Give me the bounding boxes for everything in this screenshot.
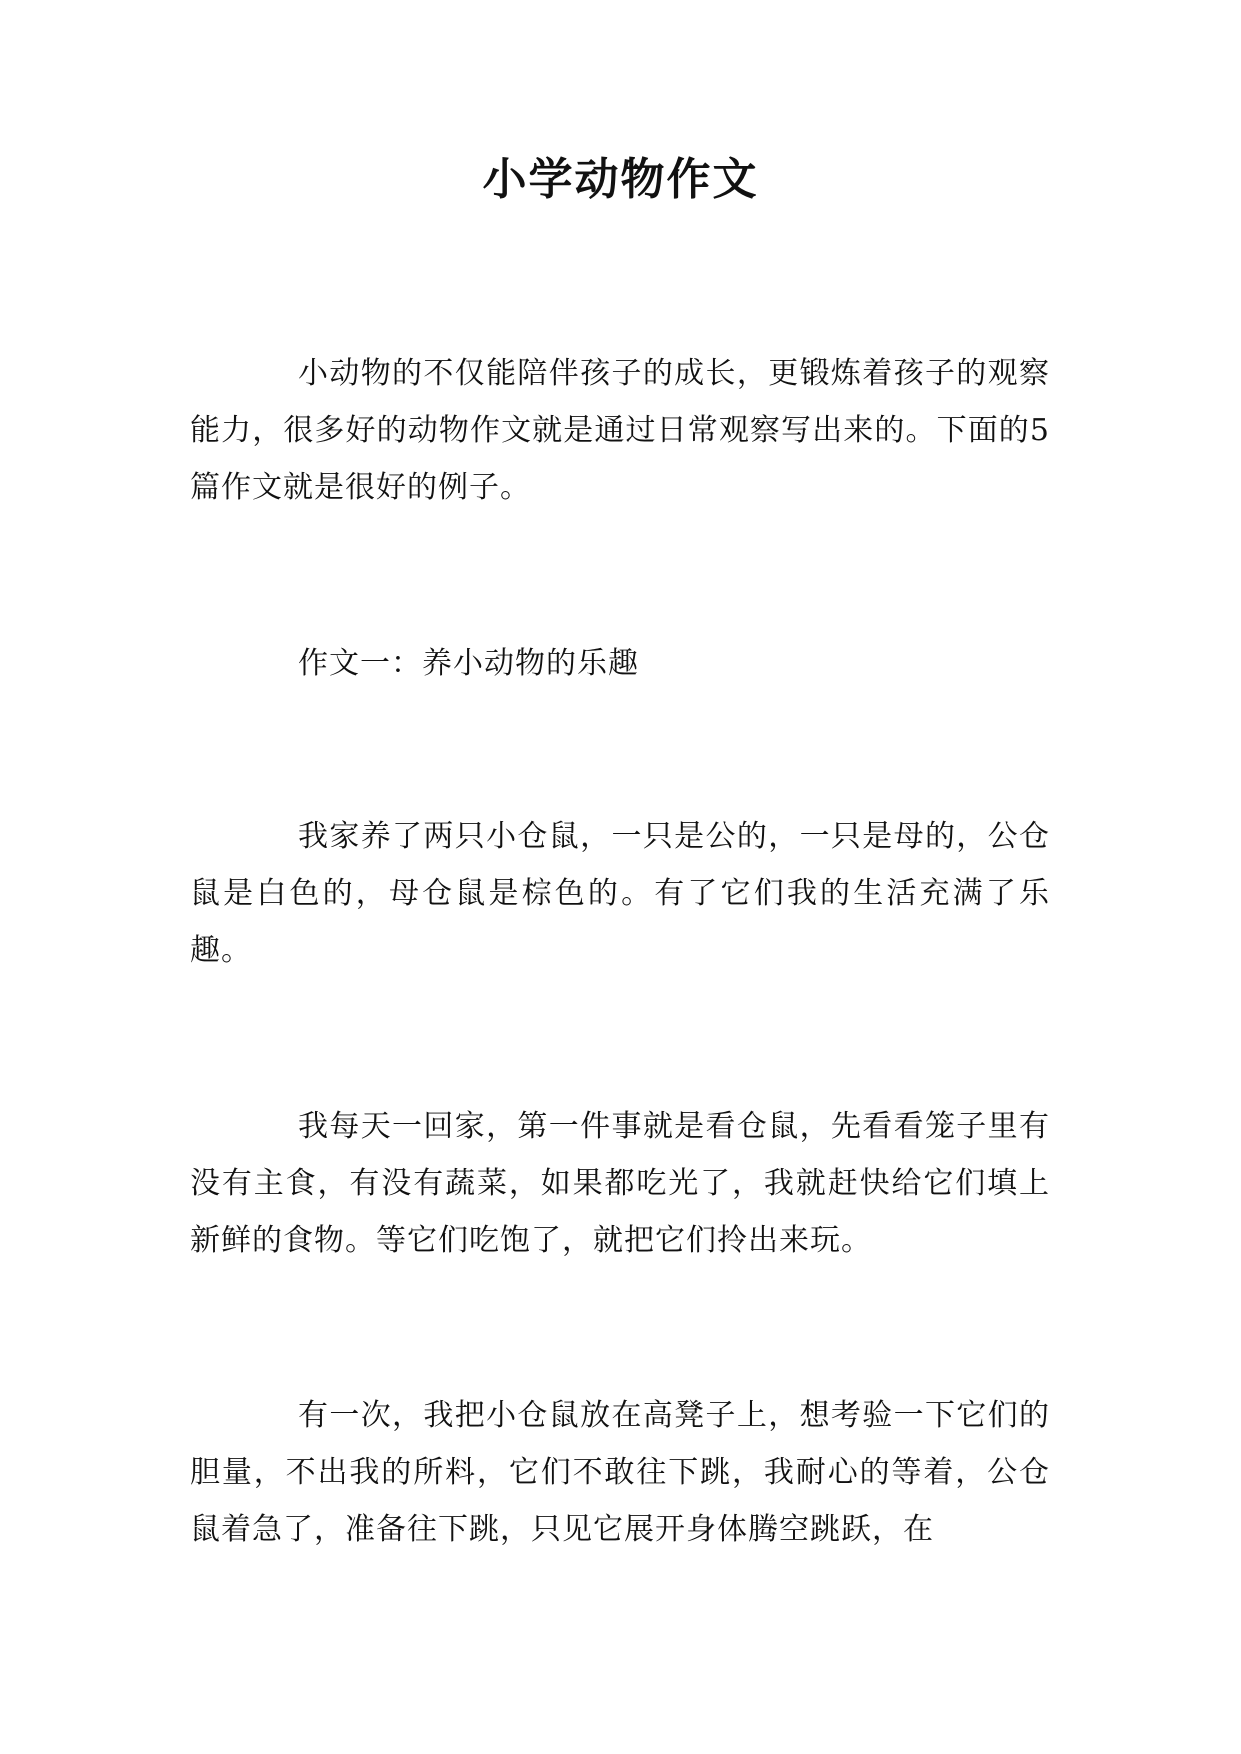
essay-heading: 作文一：养小动物的乐趣 bbox=[298, 646, 639, 681]
body-paragraph: 有一次，我把小仓鼠放在高凳子上，想考验一下它们的胆量，不出我的所料，它们不敢往下跳，我耐心的等着，公仓鼠着急了，准备往下跳，只见它展开身体腾空跳跃，在 bbox=[190, 1398, 1050, 1547]
body-paragraph: 我每天一回家，第一件事就是看仓鼠，先看看笼子里有没有主食，有没有蔬菜，如果都吃光了，我就赶快给它们填上新鲜的食物。等它们吃饱了，就把它们拎出来玩。 bbox=[190, 1109, 1050, 1258]
intro-paragraph: 小动物的不仅能陪伴孩子的成长，更锻炼着孩子的观察能力，很多好的动物作文就是通过日常观察写出来的。下面的5篇作文就是很好的例子。 bbox=[190, 356, 1050, 505]
document-title: 小学动物作文 bbox=[482, 154, 759, 205]
body-paragraph: 我家养了两只小仓鼠，一只是公的，一只是母的，公仓鼠是白色的，母仓鼠是棕色的。有了它们我的生活充满了乐趣。 bbox=[190, 819, 1050, 968]
